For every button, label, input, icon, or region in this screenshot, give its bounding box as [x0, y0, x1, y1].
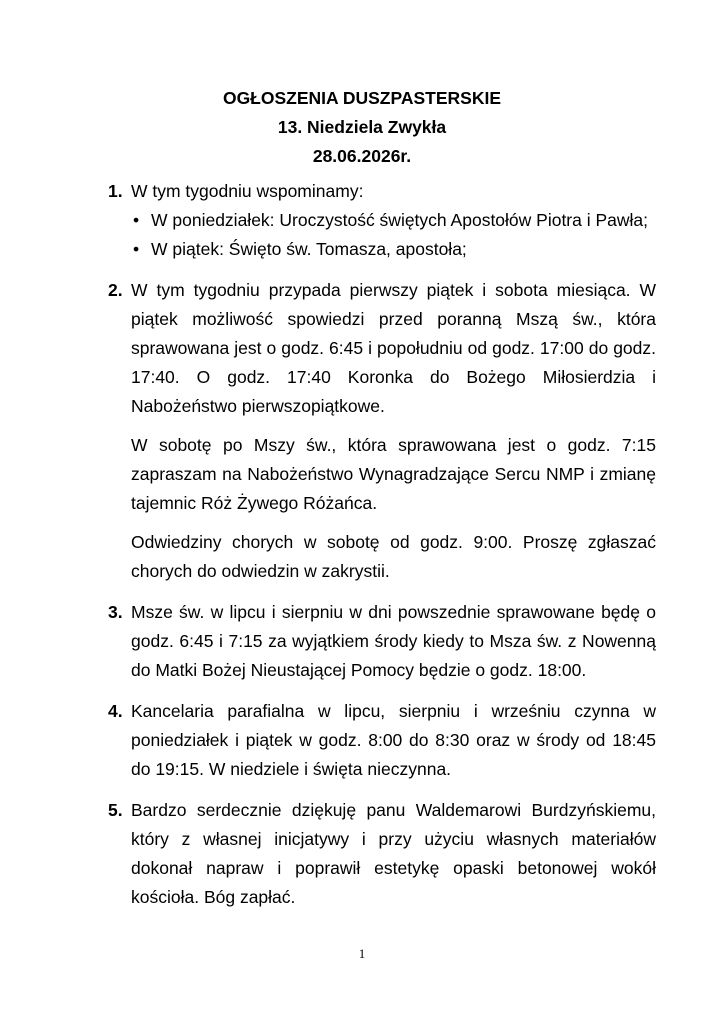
item-paragraph: Kancelaria parafialna w lipcu, sierpniu i wrześniu czynna w poniedziałek i piątek w godz. 8:00 do 8:30 oraz w środy od 18:45 do 19:15. W niedziele i święta nieczynna. — [131, 701, 656, 779]
item-paragraph: Bardzo serdecznie dziękuję panu Waldemarowi Burdzyńskiemu, który z własnej inicjatywy i przy użyciu własnych materiałów dokonał napraw i poprawił estetykę opaski betonowej wokół kościoła. Bóg zapłać. — [131, 800, 656, 907]
item-paragraph: Msze św. w lipcu i sierpniu w dni powszednie sprawowane będę o godz. 6:45 i 7:15 za wyjątkiem środy kiedy to Msza św. z Nowenną do Matki Bożej Nieustającej Pomocy będzie o godz. 18:00. — [131, 602, 656, 680]
announcement-item-1 — [108, 177, 656, 264]
item-number: 4. — [108, 701, 123, 721]
announcement-item-3 — [108, 598, 656, 685]
announcement-item-4 — [108, 697, 656, 784]
bullet-icon: • — [133, 239, 140, 259]
document-header — [0, 84, 724, 171]
announcement-item-5 — [108, 796, 656, 912]
page-subtitle: 13. Niedziela Zwykła — [277, 117, 447, 137]
bullet-text: W piątek: Święto św. Tomasza, apostoła; — [151, 239, 467, 259]
item-intro: W tym tygodniu wspominamy: — [131, 181, 364, 201]
item-paragraph: W tym tygodniu przypada pierwszy piątek i sobota miesiąca. W piątek możliwość spowiedzi przed poranną Mszą św., która sprawowana jest o godz. 6:45 i popołudniu od godz. 17:00 do godz. 17:40. O godz. 17:40 Koronka do Bożego Miłosierdzia i Nabożeństwo pierwszopiątkowe. — [131, 280, 656, 416]
page-title: OGŁOSZENIA DUSZPASTERSKIE — [222, 88, 502, 108]
item-paragraph: Odwiedziny chorych w sobotę od godz. 9:00. Proszę zgłaszać chorych do odwiedzin w zakrystii. — [131, 532, 656, 581]
item-number: 3. — [108, 602, 123, 622]
bullet-icon: • — [133, 210, 140, 230]
item-number: 5. — [108, 800, 123, 820]
bullet-list — [131, 206, 656, 264]
list-item — [131, 206, 656, 235]
page-number: 1 — [358, 946, 366, 961]
item-paragraph: W sobotę po Mszy św., która sprawowana jest o godz. 7:15 zapraszam na Nabożeństwo Wynagradzające Sercu NMP i zmianę tajemnic Róż Żywego Różańca. — [131, 435, 656, 513]
list-item — [131, 235, 656, 264]
announcement-date: 28.06.2026r. — [312, 146, 412, 166]
announcements-list — [108, 177, 656, 924]
item-number: 1. — [108, 181, 123, 201]
bullet-text: W poniedziałek: Uroczystość świętych Apostołów Piotra i Pawła; — [151, 210, 649, 230]
item-number: 2. — [108, 280, 123, 300]
announcement-item-2 — [108, 276, 656, 586]
